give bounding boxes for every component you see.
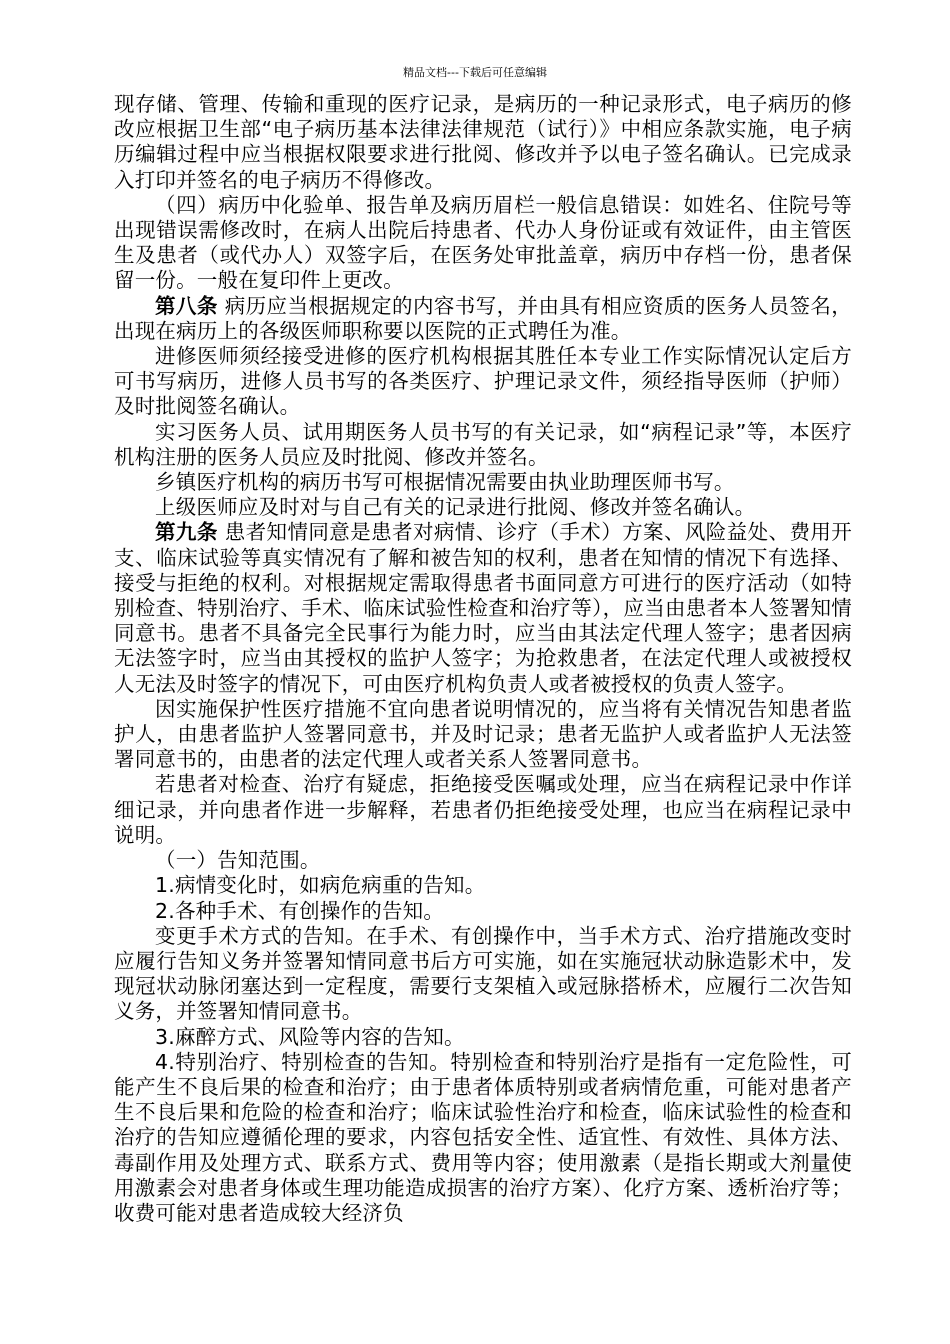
paragraph-text: 乡镇医疗机构的病历书写可根据情况需要由执业助理医师书写。 (155, 470, 735, 495)
paragraph (114, 924, 852, 1025)
paragraph-text: 实习医务人员、试用期医务人员书写的有关记录，如“病程记录”等，本医疗机构注册的医务人员应及时批阅、修改并签名。 (114, 419, 852, 469)
page-header-watermark: 精品文档---下载后可任意编辑 (403, 66, 547, 79)
paragraph-text: 1.病情变化时，如病危病重的告知。 (155, 873, 486, 898)
article-title: 第八条 (155, 293, 218, 318)
paragraph (114, 470, 852, 495)
paragraph-text: 因实施保护性医疗措施不宜向患者说明情况的，应当将有关情况告知患者监护人，由患者监护人签署同意书，并及时记录；患者无监护人或者监护人无法签署同意书的，由患者的法定代理人或者关系人签署同意书。 (114, 696, 852, 772)
paragraph-text: 变更手术方式的告知。在手术、有创操作中，当手术方式、治疗措施改变时应履行告知义务并签署知情同意书后方可实施，如在实施冠状动脉造影术中，发现冠状动脉闭塞达到一定程度，需要行支架植入或冠脉搭桥术，应履行二次告知义务，并签署知情同意书。 (114, 923, 852, 1024)
paragraph-article-9 (114, 520, 852, 696)
list-item (114, 899, 852, 924)
paragraph (114, 344, 852, 420)
paragraph-text: 3.麻醉方式、风险等内容的告知。 (155, 1024, 465, 1049)
paragraph (114, 697, 852, 773)
paragraph-text: 若患者对检查、治疗有疑虑，拒绝接受医嘱或处理，应当在病程记录中作详细记录，并向患者作进一步解释，若患者仍拒绝接受处理，也应当在病程记录中说明。 (114, 772, 852, 847)
paragraph (114, 495, 852, 520)
paragraph-text: 现存储、管理、传输和重现的医疗记录，是病历的一种记录形式，电子病历的修改应根据卫生部“电子病历基本法律法律规范（试行）》中相应条款实施，电子病历编辑过程中应当根据权限要求进行批阅、修改并予以电子签名确认。已完成录入打印并签名的电子病历不得修改。 (114, 92, 852, 192)
article-title: 第九条 (155, 520, 218, 545)
paragraph-continuation (114, 92, 852, 193)
paragraph-text: 进修医师须经接受进修的医疗机构根据其胜任本专业工作实际情况认定后方可书写病历，进修人员书写的各类医疗、护理记录文件，须经指导医师（护师）及时批阅签名确认。 (114, 344, 852, 419)
paragraph-text: 上级医师应及时对与自己有关的记录进行批阅、修改并签名确认。 (155, 495, 756, 520)
paragraph-item-4 (114, 193, 852, 294)
list-item (114, 873, 852, 898)
paragraph-article-8 (114, 294, 852, 344)
section-heading (114, 848, 852, 873)
paragraph (114, 420, 852, 470)
list-item (114, 1050, 852, 1226)
paragraph-text: （四）病历中化验单、报告单及病历眉栏一般信息错误：如姓名、住院号等出现错误需修改时，在病人出院后持患者、代办人身份证或有效证件，由主管医生及患者（或代办人）双签字后，在医务处审批盖章，病历中存档一份，患者保留一份。一般在复印件上更改。 (114, 192, 852, 293)
paragraph-text: （一）告知范围。 (155, 848, 321, 873)
document-body (114, 92, 852, 1226)
paragraph-text: 4.特别治疗、特别检查的告知。特别检查和特别治疗是指有一定危险性，可能产生不良后果的检查和治疗；由于患者体质特别或者病情危重，可能对患者产生不良后果和危险的检查和治疗；临床试验性治疗和检查，临床试验性的检查和治疗的告知应遵循伦理的要求，内容包括安全性、适宜性、有效性、具体方法、毒副作用及处理方式、联系方式、费用等内容；使用激素（是指长期或大剂量使用激素会对患者身体或生理功能造成损害的治疗方案）、化疗方案、透析治疗等；收费可能对患者造成较大经济负 (114, 1049, 852, 1225)
paragraph-text: 2.各种手术、有创操作的告知。 (155, 898, 445, 923)
paragraph (114, 772, 852, 848)
paragraph-text: 患者知情同意是患者对病情、诊疗（手术）方案、风险益处、费用开支、临床试验等真实情况有了解和被告知的权利，患者在知情的情况下有选择、接受与拒绝的权利。对根据规定需取得患者书面同意方可进行的医疗活动（如特别检查、特别治疗、手术、临床试验性检查和治疗等），应当由患者本人签署知情同意书。患者不具备完全民事行为能力时，应当由其法定代理人签字；患者因病无法签字时，应当由其授权的监护人签字；为抢救患者，在法定代理人或被授权人无法及时签字的情况下，可由医疗机构负责人或者被授权的负责人签字。 (114, 520, 852, 696)
paragraph-text: 病历应当根据规定的内容书写，并由具有相应资质的医务人员签名，出现在病历上的各级医师职称要以医院的正式聘任为准。 (114, 293, 852, 343)
list-item (114, 1025, 852, 1050)
